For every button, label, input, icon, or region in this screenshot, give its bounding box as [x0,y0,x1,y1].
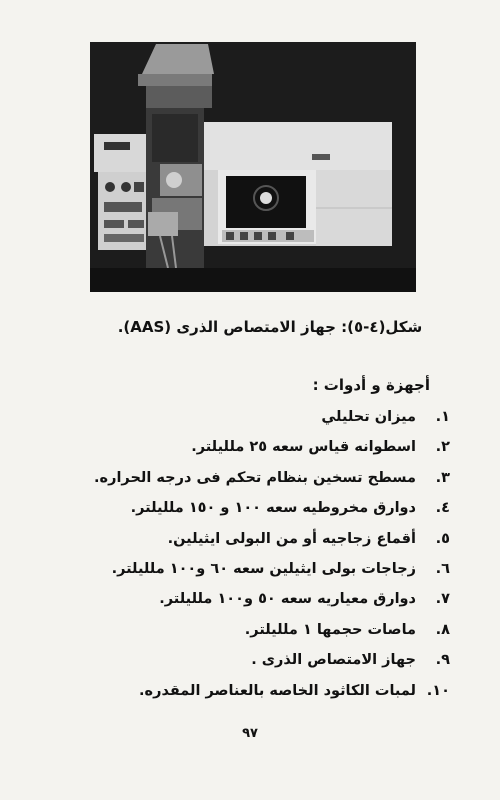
list-item [90,615,450,645]
list-item [90,402,450,432]
list-item-text: أقماع زجاجيه أو من البولى ايثيلين. [167,530,416,547]
list-item-number: ٧. [435,591,450,608]
list-item-text: مسطح تسخين بنظام تحكم فى درجه الحراره. [94,469,416,486]
list-item-number: ٤. [435,500,450,517]
list-item [90,524,450,554]
equipment-list [90,402,450,706]
list-item [90,432,450,462]
section-heading: أجهزة و أدوات : [312,376,430,394]
page-number: ٩٧ [242,726,258,741]
list-item-number: ١. [435,409,450,425]
list-item [90,676,450,706]
list-item-text: اسطوانه قياس سعه ٢٥ ملليلتر. [191,439,416,456]
figure-caption: شكل(٤-٥): جهاز الامتصاص الذرى (AAS). [117,318,423,336]
list-item-number: ٥. [435,530,450,547]
list-item [90,493,450,523]
list-item [90,554,450,584]
list-item-text: دوارق مخروطيه سعه ١٠٠ و ١٥٠ ملليلتر. [130,500,416,517]
aas-instrument-photo [90,42,416,292]
list-item-number: ٨. [435,621,450,638]
list-item-number: ١٠. [426,682,450,699]
list-item-number: ٦. [435,560,450,577]
list-item-text: لمبات الكاثود الخاصه بالعناصر المقدره. [139,682,416,699]
list-item-text: جهاز الامتصاص الذرى . [251,652,416,669]
list-item-number: ٣. [435,469,450,486]
list-item [90,645,450,675]
list-item [90,584,450,614]
list-item-text: ماصات حجمها ١ ملليلتر. [244,621,416,638]
list-item-number: ٩. [435,652,450,669]
list-item-number: ٢. [435,439,450,456]
list-item-text: ميزان تحليلي [321,409,416,425]
list-item-text: زجاجات بولى ايثيلين سعه ٦٠ و١٠٠ ملليلتر. [111,560,416,577]
list-item-text: دوارق معياريه سعه ٥٠ و١٠٠ ملليلتر. [159,591,416,608]
list-item [90,463,450,493]
